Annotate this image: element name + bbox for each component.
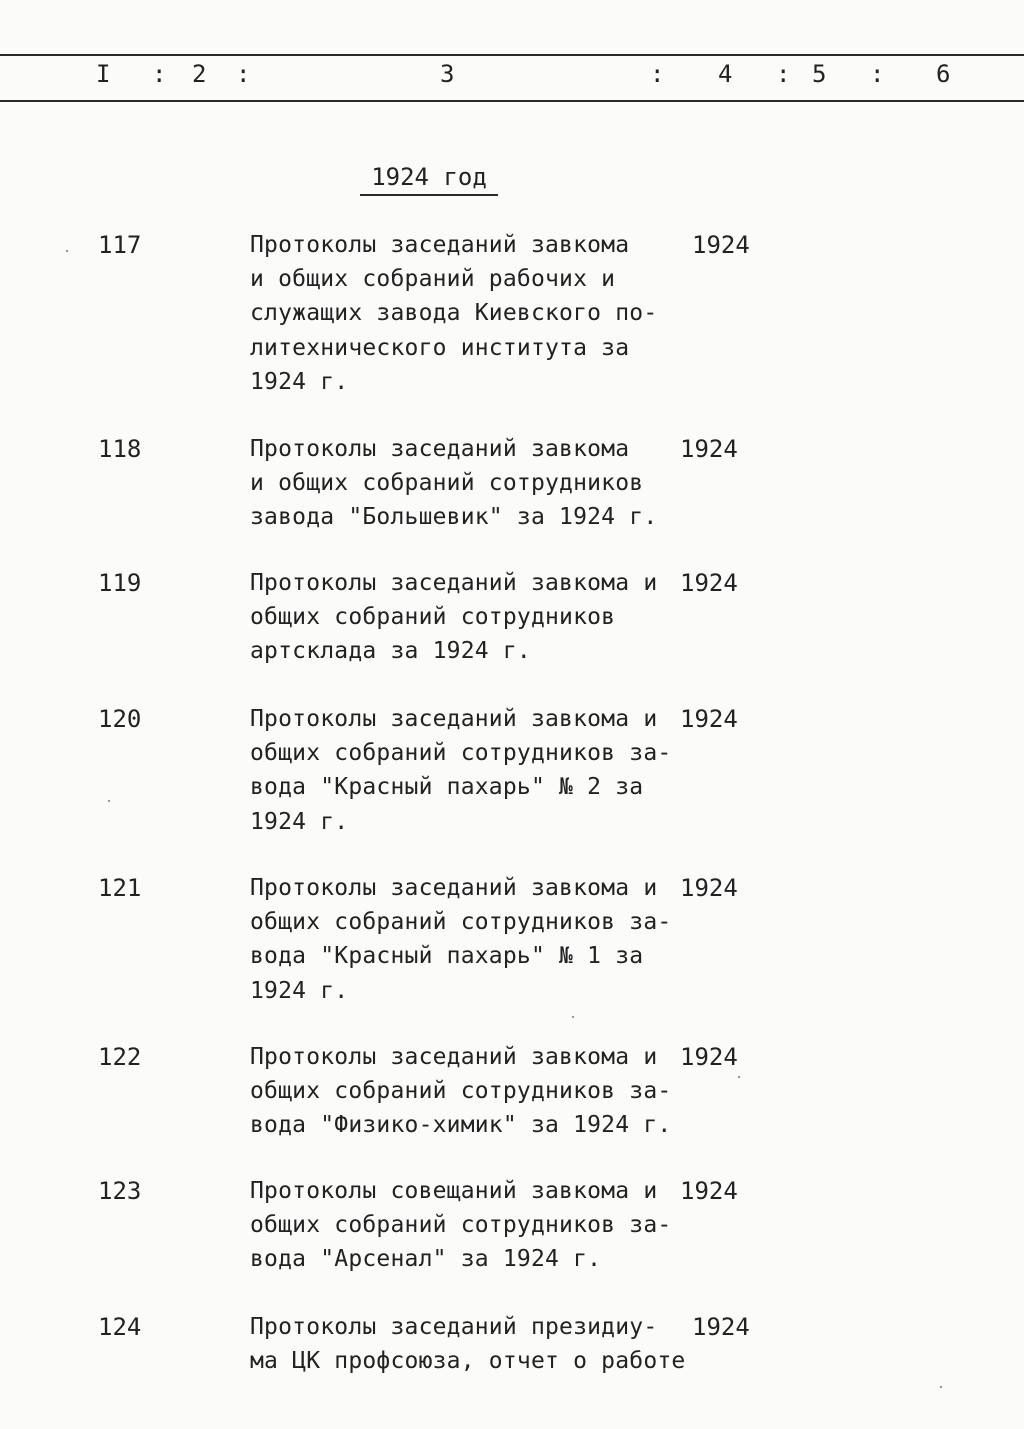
- entry-title: Протоколы заседаний завкома и общих собраний сотрудников завода "Большевик" за 1924 г.: [250, 436, 658, 531]
- scan-speck: [738, 1076, 740, 1078]
- entry-dates: 1924: [680, 874, 738, 902]
- scan-speck: [66, 250, 68, 252]
- column-header-1: I: [96, 60, 111, 88]
- entry-title: Протоколы заседаний завкома и общих собраний сотрудников артсклада за 1924 г.: [250, 570, 658, 665]
- entry-number: 119: [98, 569, 142, 597]
- scan-speck: [108, 800, 110, 802]
- entry-dates: 1924: [692, 1313, 750, 1341]
- entry-number: 124: [98, 1313, 142, 1341]
- entry-title: Протоколы заседаний президиу- ма ЦК профсоюза, отчет о работе: [250, 1314, 686, 1375]
- header-bottom-rule: [0, 100, 1024, 102]
- column-header-2: 2: [192, 60, 207, 88]
- column-separator: :: [236, 60, 251, 88]
- column-separator: :: [776, 60, 791, 88]
- scan-speck: [572, 1016, 574, 1018]
- scan-speck: [940, 1386, 942, 1388]
- column-separator: :: [870, 60, 885, 88]
- entry-number: 122: [98, 1043, 142, 1071]
- entry-dates: 1924: [680, 705, 738, 733]
- entry-dates: 1924: [680, 1043, 738, 1071]
- column-header-3: 3: [440, 60, 455, 88]
- column-separator: :: [152, 60, 167, 88]
- column-header-5: 5: [812, 60, 827, 88]
- entry-number: 120: [98, 705, 142, 733]
- entry-title: Протоколы заседаний завкома и общих собраний сотрудников за- вода "Красный пахарь" № 1 за 1924 г.: [250, 875, 672, 1004]
- entry-dates: 1924: [680, 435, 738, 463]
- entry-number: 117: [98, 231, 142, 259]
- entry-dates: 1924: [692, 231, 750, 259]
- entry-number: 121: [98, 874, 142, 902]
- column-header-6: 6: [936, 60, 951, 88]
- entry-title: Протоколы заседаний завкома и общих собраний сотрудников за- вода "Физико-химик" за 1924 г.: [250, 1044, 672, 1139]
- entry-title: Протоколы совещаний завкома и общих собраний сотрудников за- вода "Арсенал" за 1924 г.: [250, 1178, 672, 1273]
- column-separator: :: [650, 60, 665, 88]
- entry-number: 123: [98, 1177, 142, 1205]
- entry-title: Протоколы заседаний завкома и общих собраний сотрудников за- вода "Красный пахарь" № 2 за 1924 г.: [250, 706, 672, 835]
- entry-dates: 1924: [680, 569, 738, 597]
- header-top-rule: [0, 54, 1024, 56]
- entry-title: Протоколы заседаний завкома и общих собраний рабочих и служащих завода Киевского по- литехнического института за 1924 г.: [250, 232, 658, 395]
- column-header-4: 4: [718, 60, 733, 88]
- entry-number: 118: [98, 435, 142, 463]
- section-heading: 1924 год: [360, 162, 498, 196]
- entry-dates: 1924: [680, 1177, 738, 1205]
